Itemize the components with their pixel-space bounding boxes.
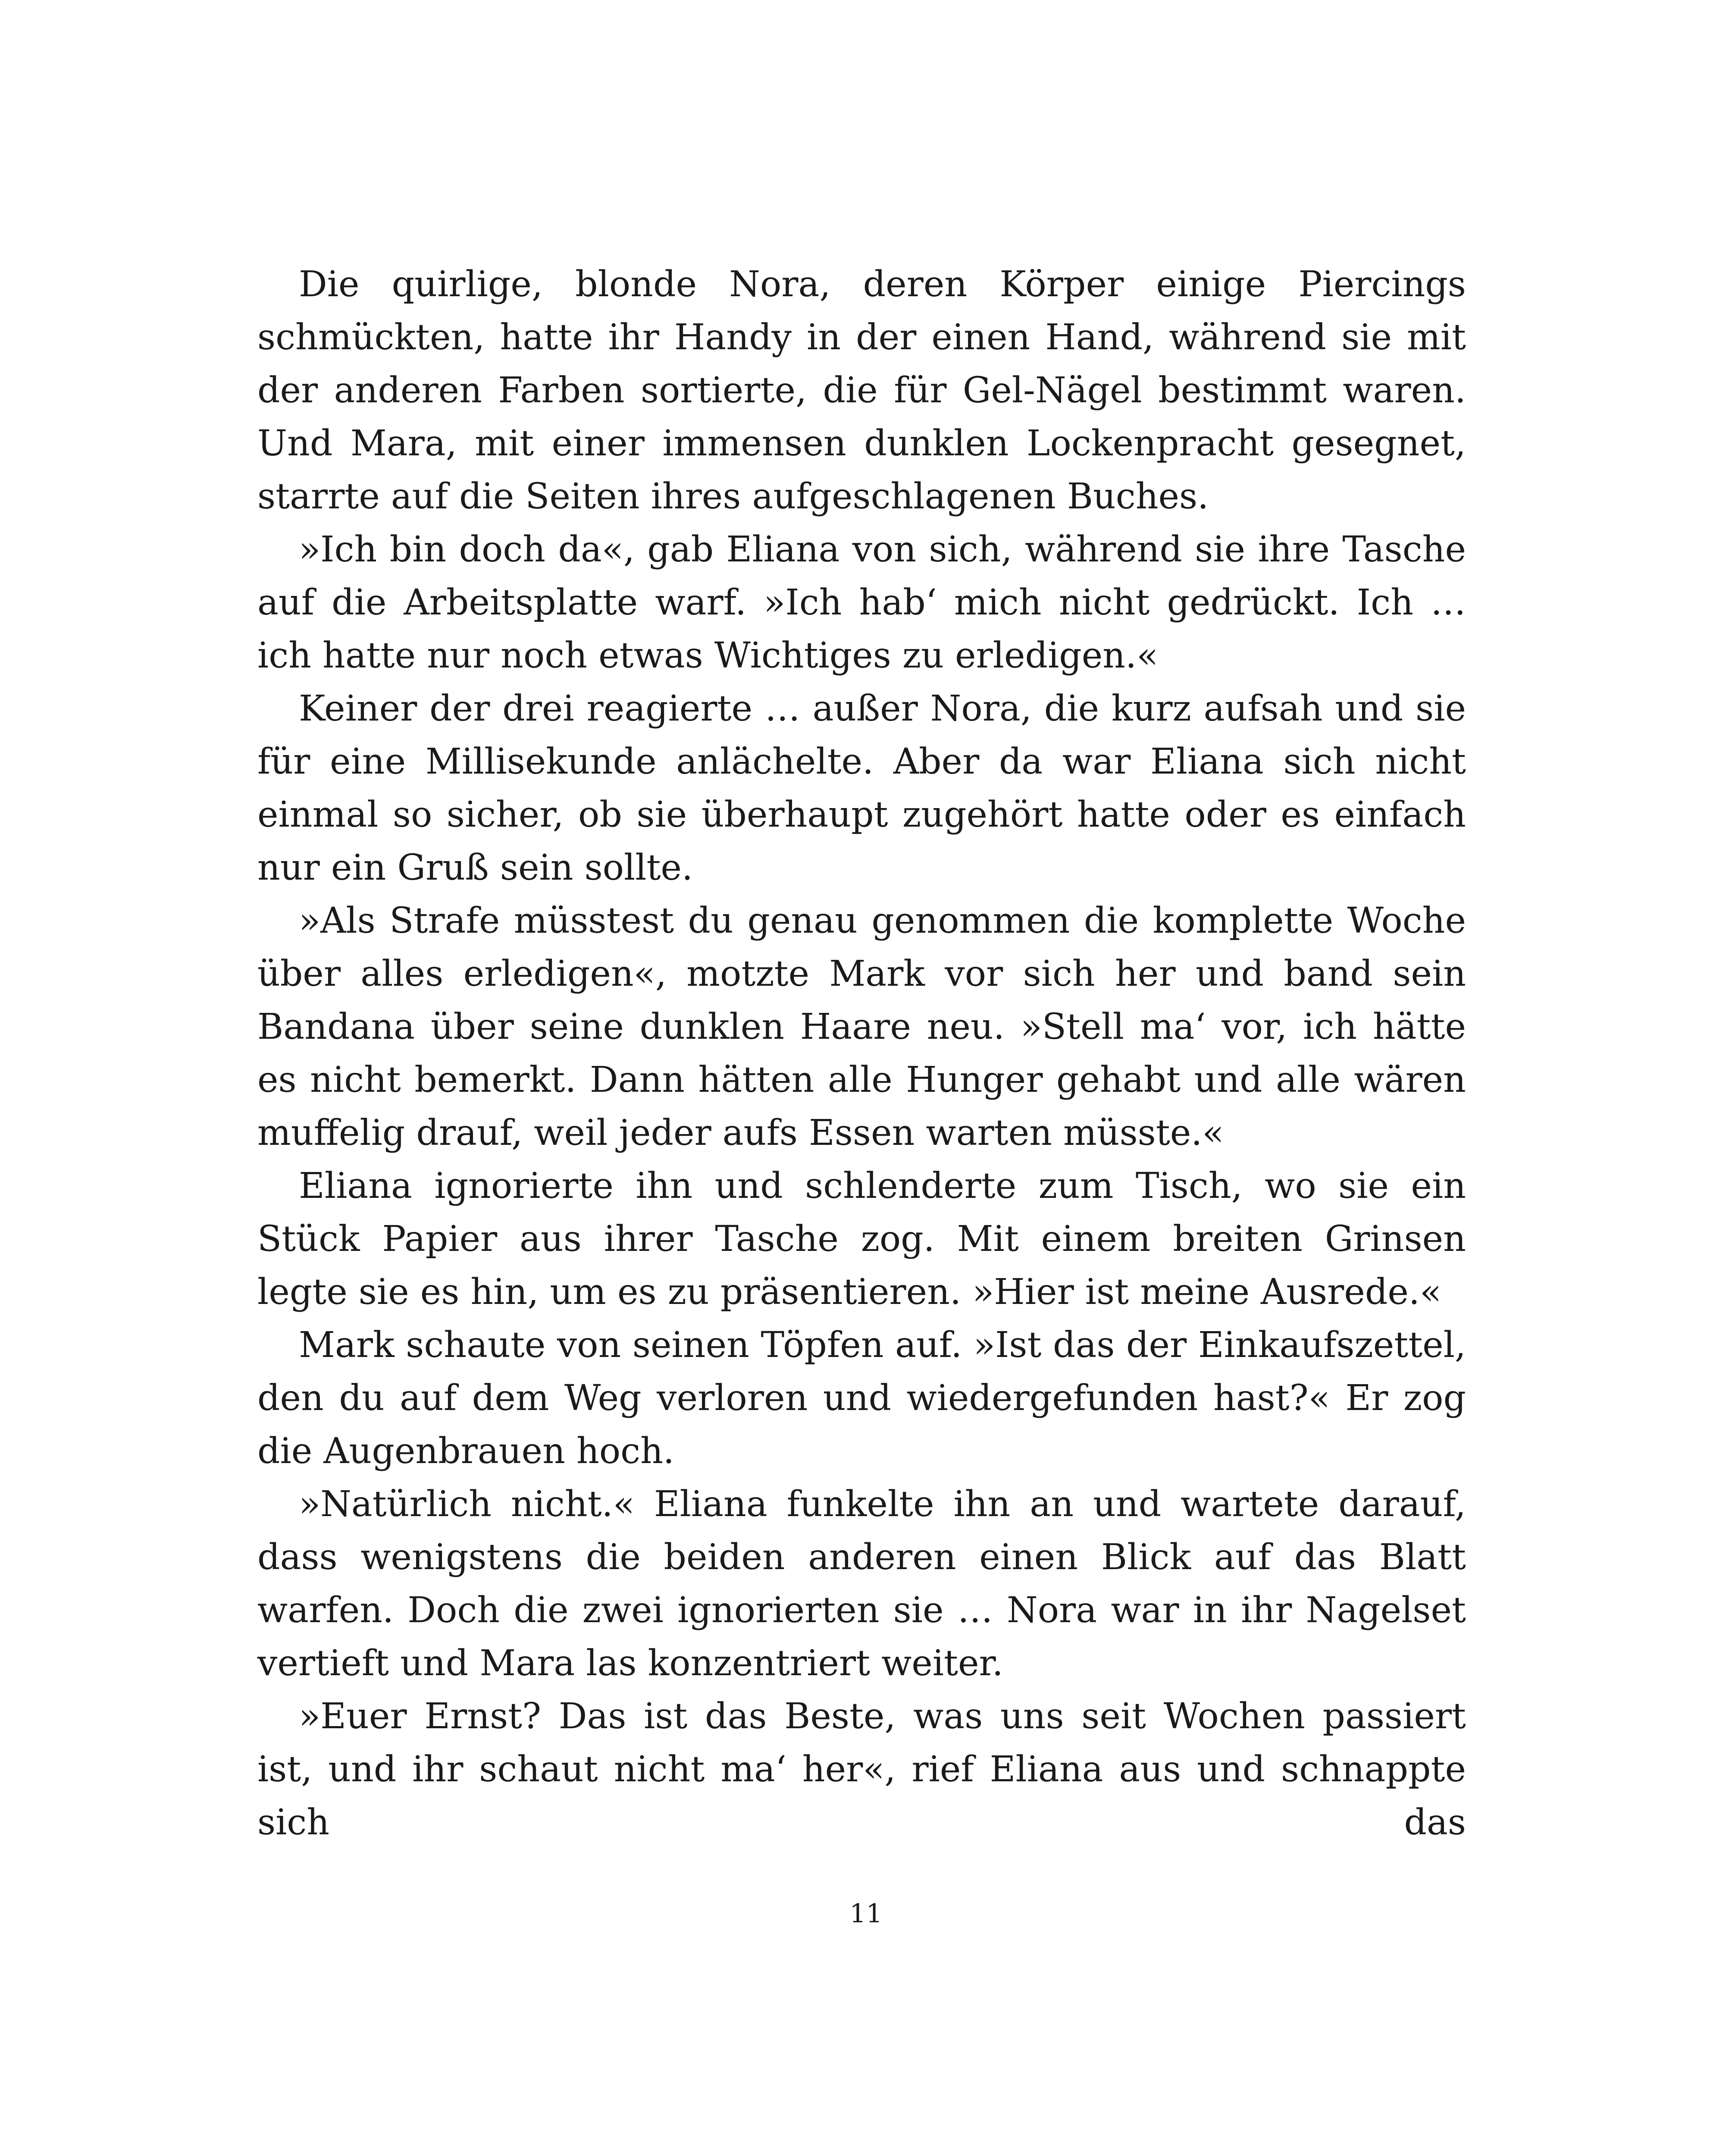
paragraph-continued: »Euer Ernst? Das ist das Beste, was uns seit Wochen passiert ist, und ihr schaut nicht ma‘ her«, rief Eliana aus und schnappte sich das — [257, 1696, 1466, 1843]
paragraph: Die quirlige, blonde Nora, deren Körper einige Piercings schmückten, hatte ihr Handy in der einen Hand, während sie mit der anderen Farben sortierte, die für Gel-Nägel bestimmt waren. Und Mara, mit einer immensen dunklen Lockenpracht gesegnet, starrte auf die Seiten ihres aufgeschlagenen Buches. — [257, 264, 1466, 517]
paragraph: »Natürlich nicht.« Eliana funkelte ihn an und wartete darauf, dass wenigstens die beiden anderen einen Blick auf das Blatt warfen. Doch die zwei ignorierten sie … Nora war in ihr Nagelset vertieft und Mara las konzentriert weiter. — [257, 1484, 1466, 1684]
paragraph: Mark schaute von seinen Töpfen auf. »Ist das der Einkaufszettel, den du auf dem Weg verloren und wiedergefunden hast?« Er zog die Augenbrauen hoch. — [257, 1325, 1466, 1472]
paragraph: Keiner der drei reagierte … außer Nora, die kurz aufsah und sie für eine Millisekunde anlächelte. Aber da war Eliana sich nicht einmal so sicher, ob sie überhaupt zugehört hatte oder es einfach nur ein Gruß sein sollte. — [257, 688, 1466, 888]
paragraph: Eliana ignorierte ihn und schlenderte zum Tisch, wo sie ein Stück Papier aus ihrer Tasche zog. Mit einem breiten Grinsen legte sie es hin, um es zu präsentieren. »Hier ist meine Ausrede.« — [257, 1166, 1466, 1313]
paragraph: »Ich bin doch da«, gab Eliana von sich, während sie ihre Tasche auf die Arbeitsplatte warf. »Ich hab‘ mich nicht gedrückt. Ich … ich hatte nur noch etwas Wichtiges zu erledigen.« — [257, 529, 1466, 676]
body-text — [257, 258, 1466, 1849]
page-number: 11 — [849, 1899, 883, 1929]
paragraph: »Als Strafe müsstest du genau genommen die komplette Woche über alles erledigen«, motzte Mark vor sich her und band sein Bandana über seine dunklen Haare neu. »Stell ma‘ vor, ich hätte es nicht bemerkt. Dann hätten alle Hunger gehabt und alle wären muffelig drauf, weil jeder aufs Essen warten müsste.« — [257, 900, 1466, 1153]
